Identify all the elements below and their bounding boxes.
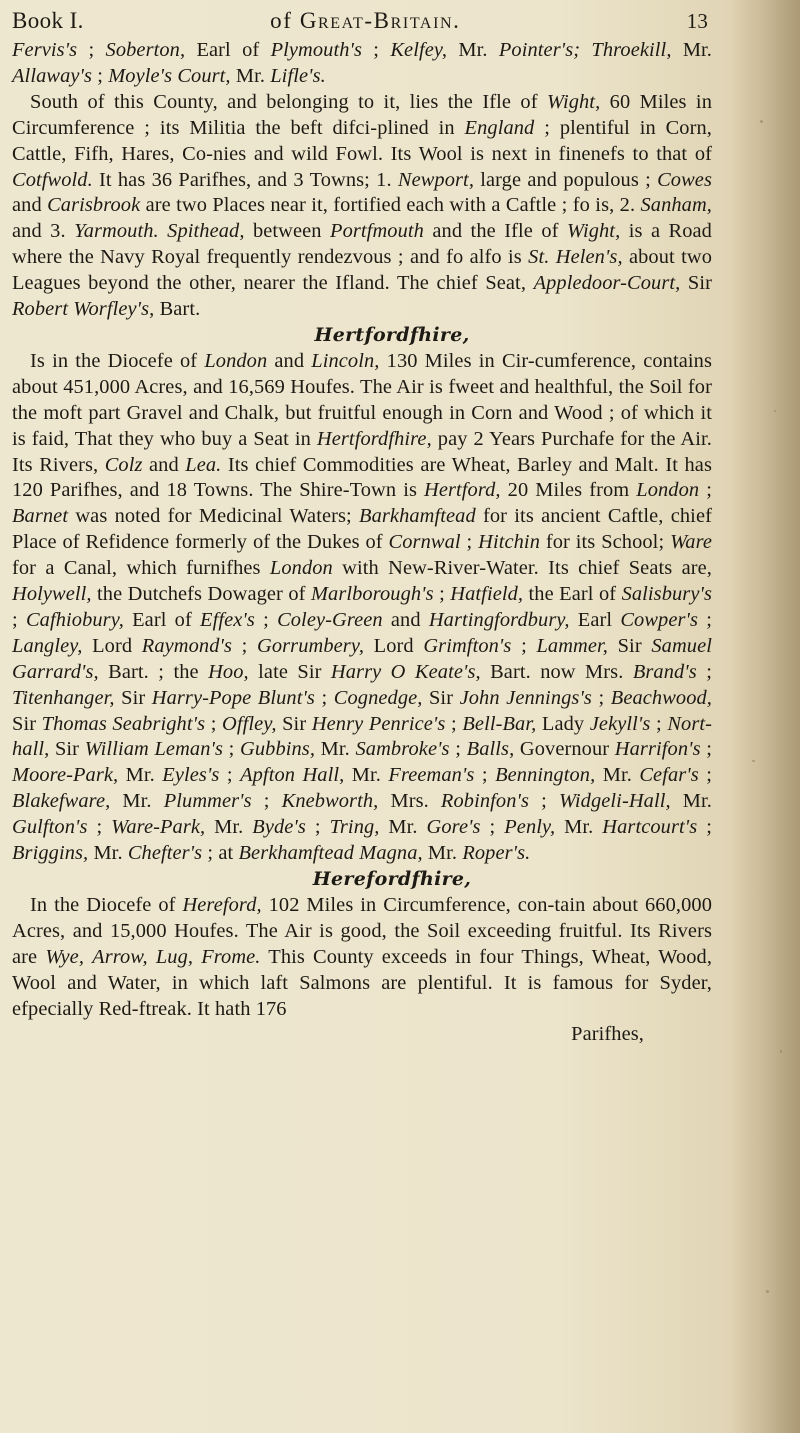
text-run: In the Diocefe of — [30, 893, 183, 916]
title-text: Great-Britain. — [299, 8, 461, 33]
italic-run: Coley-Green — [277, 608, 383, 631]
text-run: ; — [77, 39, 106, 61]
italic-run: Titenhanger, — [12, 686, 115, 709]
italic-run: Henry Penrice's — [311, 712, 446, 735]
text-run: and — [142, 453, 186, 476]
italic-run: St. Helen's, — [528, 246, 623, 269]
text-run: with New-River-Water. Its chief Seats are, — [332, 557, 712, 580]
italic-run: Colz — [104, 453, 143, 476]
text-run: Sir — [12, 712, 42, 735]
italic-run: Langley, — [12, 634, 83, 657]
text-run: between — [244, 220, 331, 243]
text-run: ; — [650, 712, 668, 735]
text-run — [84, 946, 92, 968]
italic-run: Lea. — [185, 453, 222, 476]
italic-run: Raymond's — [141, 634, 232, 657]
text-run: Mrs. — [378, 790, 441, 813]
italic-run: Roper's. — [462, 842, 531, 865]
italic-run: Widgeli-Hall, — [558, 790, 671, 813]
text-run: Mr. — [555, 816, 603, 839]
page-gutter-shadow — [730, 0, 800, 1433]
text-run: ; — [511, 634, 537, 657]
text-run: the Dutchefs Dowager of — [91, 583, 311, 606]
italic-run: Moyle's Court, — [108, 64, 231, 87]
text-run: This County exceeds in four Things, Wheat, Wood, Wool and Water, in which laft Salmons are plentiful. It is famous for Syder, efpecially Red-ftreak. It hath 176 — [12, 945, 713, 1020]
text-run: late Sir — [248, 660, 331, 683]
italic-run: Cefar's — [639, 764, 699, 787]
text-run: Mr. — [671, 39, 713, 61]
italic-run: Hereford, — [182, 893, 262, 916]
italic-run: Arrow, — [92, 945, 148, 968]
italic-run: Robinfon's — [440, 790, 529, 813]
text-run: Mr. — [670, 790, 712, 813]
italic-run: Spithead, — [167, 220, 245, 243]
italic-run: Pointer's; — [498, 39, 581, 61]
text-run: are two Places near it, fortified each with a Caftle ; fo is, 2. — [140, 194, 641, 217]
italic-run: Cowes — [657, 168, 712, 191]
italic-run: Barkhamftead — [359, 505, 476, 528]
italic-run: Throekill, — [591, 39, 672, 61]
text-run: about two Leagues beyond the other, nearer the Ifland. The chief Seat, — [12, 246, 712, 295]
text-run: ; — [232, 634, 258, 657]
text-run: Earl — [569, 608, 621, 631]
italic-run: Hertford, — [424, 479, 501, 502]
text-run: 20 Miles from — [500, 479, 637, 502]
italic-run: London — [636, 479, 700, 502]
paragraph-herefordshire — [12, 893, 712, 1023]
italic-run: Plummer's — [163, 790, 252, 813]
text-run: Earl of — [185, 39, 271, 61]
text-run: Is in the Diocefe of — [30, 349, 205, 372]
title-prefix: of — [270, 8, 293, 33]
text-run: ; — [433, 583, 451, 606]
italic-run: Bennington, — [495, 764, 596, 787]
text-run: Governour — [514, 738, 615, 761]
text-run: ; — [205, 712, 223, 735]
text-run: ; — [12, 608, 26, 631]
text-run: Lady — [536, 712, 590, 735]
text-run: ; — [698, 608, 712, 631]
paragraph-hertfordshire — [12, 349, 712, 867]
text-run: Sir — [422, 686, 460, 709]
text-run: ; plentiful in Corn, Cattle, Fifh, Hares, Co-nies and wild Fowl. Its Wool is next in finenefs to that of — [12, 116, 712, 165]
italic-run: Newport, — [397, 168, 475, 191]
italic-run: Berkhamftead Magna, — [238, 842, 423, 865]
text-run: Mr. — [118, 764, 163, 787]
text-run: South of this County, and belonging to it, lies the Ifle of — [30, 90, 547, 113]
text-run: and the Ifle of — [423, 220, 567, 243]
italic-run: Byde's — [252, 816, 306, 839]
paragraph-hampshire-seats — [12, 38, 712, 90]
text-run: ; — [314, 686, 334, 709]
italic-run: Hatfield, — [450, 583, 524, 606]
italic-run: Harrifon's — [614, 738, 701, 761]
text-run: ; — [700, 738, 713, 761]
italic-run: John Jennings's — [459, 686, 592, 709]
text-run: Sir — [276, 712, 312, 735]
italic-run: Apfton Hall, — [240, 764, 345, 787]
italic-run: Cognedge, — [333, 686, 423, 709]
heading-hertfordshire: Hertfordfhire, — [314, 323, 470, 346]
italic-run: Harry O Keate's, — [330, 660, 481, 683]
italic-run: Cornwal — [388, 531, 461, 554]
italic-run: Grimfton's — [423, 634, 512, 657]
text-run — [148, 946, 156, 968]
italic-run: Appledoor-Court, — [533, 272, 681, 295]
text-run: Lord — [82, 634, 142, 657]
italic-run: Bell-Bar, — [462, 712, 537, 735]
text-run: and — [12, 194, 48, 217]
italic-run: Jekyll's — [589, 712, 651, 735]
italic-run: William Leman's — [84, 738, 223, 761]
text-run: is a Road where the Navy Royal frequently rendezvous ; and fo alfo is — [12, 220, 712, 269]
italic-run: Tring, — [329, 816, 380, 839]
italic-run: Hartcourt's — [602, 816, 698, 839]
text-run — [159, 220, 167, 242]
italic-run: Harry-Pope Blunt's — [151, 686, 315, 709]
text-run: ; — [362, 39, 391, 61]
italic-run: England — [464, 116, 535, 139]
italic-run: Sanham, — [640, 194, 712, 217]
italic-run: Hertfordfhire, — [316, 427, 432, 450]
text-run: Mr. — [344, 764, 389, 787]
text-run: Mr. — [422, 842, 463, 865]
text-run: Sir — [607, 634, 652, 657]
text-run: ; at — [202, 842, 239, 865]
italic-run: Eyles's — [162, 764, 220, 787]
text-run: ; — [591, 686, 611, 709]
running-title — [270, 8, 460, 34]
text-run: for a Canal, which furnifhes — [12, 557, 270, 580]
italic-run: Salisbury's — [621, 583, 712, 606]
text-run: Bart. ; the — [98, 660, 209, 683]
text-run: Mr. — [595, 764, 640, 787]
italic-run: Sambroke's — [355, 738, 450, 761]
text-run: pay 2 Years Purchafe for the Air. Its Rivers, — [12, 427, 712, 476]
italic-run: Chefter's — [127, 842, 203, 865]
text-run: and — [267, 349, 312, 372]
book-label: Book I. — [12, 8, 84, 33]
italic-run: Lug, — [155, 945, 194, 968]
text-run: and 3. — [12, 220, 75, 243]
italic-run: Gulfton's — [12, 816, 88, 839]
italic-run: Robert Worfley's, — [12, 298, 155, 321]
italic-run: Lifle's. — [270, 64, 326, 87]
italic-run: Hoo, — [208, 660, 249, 683]
text-run: Mr. — [230, 64, 271, 87]
text-run: Sir — [114, 686, 152, 709]
text-run: Earl of — [123, 608, 201, 631]
text-run: 102 Miles in Circumference, con-tain about 660,000 Acres, and 15,000 Houfes. The Air is good, the Soil exceeding fruitful. Its Rivers are — [12, 893, 712, 968]
italic-run: Ware — [670, 531, 712, 554]
italic-run: London — [269, 557, 333, 580]
italic-run: Wight, — [566, 220, 621, 243]
italic-run: Effex's — [200, 608, 255, 631]
heading-herefordshire: Herefordfhire, — [312, 868, 472, 890]
text-run: ; — [474, 764, 496, 787]
italic-run: Ware-Park, — [111, 816, 206, 839]
text-run: It has 36 Parifhes, and 3 Towns; 1. — [92, 168, 398, 191]
text-run: Mr. — [315, 738, 356, 761]
italic-run: Blakefware, — [12, 790, 111, 813]
italic-run: Soberton, — [105, 39, 186, 61]
italic-run: Moore-Park, — [12, 764, 119, 787]
text-run — [193, 946, 201, 968]
text-run: Sir — [49, 738, 85, 761]
paragraph-isle-of-wight — [12, 90, 712, 323]
text-run: for its School; — [540, 531, 671, 554]
text-run: ; — [449, 738, 467, 761]
text-run: ; — [222, 738, 241, 761]
text-run: ; — [219, 764, 241, 787]
italic-run: Lincoln, — [311, 349, 380, 372]
italic-run: Cotfwold. — [12, 168, 93, 191]
text-run: ; — [305, 816, 330, 839]
text-run: ; — [254, 608, 278, 631]
text-run: Mr. — [205, 816, 253, 839]
italic-run: Frome. — [201, 945, 261, 968]
italic-run: Hartingfordbury, — [428, 608, 570, 631]
italic-run: London — [204, 349, 268, 372]
text-run: ; — [445, 712, 463, 735]
text-run: was noted for Medicinal Waters; — [68, 505, 360, 528]
text-run: ; — [697, 816, 712, 839]
text-run: Mr. — [88, 842, 128, 865]
text-run: the Earl of — [523, 583, 622, 606]
text-run: large and populous ; — [474, 168, 658, 191]
page-number: 13 — [686, 9, 708, 33]
italic-run: Beachwood, — [610, 686, 712, 709]
italic-run: Gore's — [426, 816, 481, 839]
italic-run: Gubbins, — [240, 738, 316, 761]
text-run: for its ancient Caftle, chief Place of Refidence formerly of the Dukes of — [12, 505, 712, 554]
text-run: Bart. now Mrs. — [480, 660, 633, 683]
italic-run: Gorrumbery, — [257, 634, 365, 657]
text-run: ; — [460, 531, 479, 554]
italic-run: Cafhiobury, — [25, 608, 124, 631]
text-run: Bart. — [154, 298, 201, 321]
catchword: Parifhes, — [571, 1023, 644, 1046]
text-run — [580, 39, 591, 61]
text-run: ; — [699, 479, 712, 502]
italic-run: Wight, — [546, 90, 601, 113]
italic-run: Plymouth's — [270, 39, 363, 61]
italic-run: Wye, — [45, 945, 85, 968]
italic-run: Hitchin — [478, 531, 540, 554]
text-run: Mr. — [447, 39, 499, 61]
italic-run: Fervis's — [12, 39, 78, 61]
text-run: 60 Miles in Circumference ; its Militia the beft difci-plined in — [12, 90, 712, 139]
italic-run: Allaway's — [12, 64, 93, 87]
text-run: ; — [92, 64, 109, 87]
text-run: ; — [87, 816, 112, 839]
text-run: ; — [696, 660, 712, 683]
text-run: Sir — [680, 272, 712, 295]
italic-run: Carisbrook — [47, 194, 141, 217]
text-run: ; — [698, 764, 712, 787]
text-run: ; — [528, 790, 559, 813]
italic-run: Balls, — [466, 738, 515, 761]
text-run: ; — [251, 790, 282, 813]
italic-run: Offley, — [222, 712, 277, 735]
italic-run: Brand's — [632, 660, 697, 683]
italic-run: Freeman's — [388, 764, 475, 787]
italic-run: Barnet — [12, 505, 69, 528]
italic-run: Lammer, — [536, 634, 608, 657]
italic-run: Holywell, — [12, 583, 92, 606]
text-run: and — [382, 608, 429, 631]
page-text — [12, 8, 712, 1048]
italic-run: Knebworth, — [281, 790, 379, 813]
text-run: Mr. — [110, 790, 164, 813]
italic-run: Cowper's — [620, 608, 699, 631]
text-run: Its chief Commodities are Wheat, Barley and Malt. It has 120 Parifhes, and 18 Towns. The Shire-Town is — [12, 453, 712, 502]
italic-run: Kelfey, — [390, 39, 448, 61]
italic-run: Portfmouth — [330, 220, 424, 243]
running-header — [12, 8, 712, 38]
italic-run: Penly, — [504, 816, 556, 839]
italic-run: Yarmouth. — [74, 220, 159, 243]
italic-run: Thomas Seabright's — [41, 712, 206, 735]
text-run: ; — [480, 816, 505, 839]
text-run: 130 Miles in Cir-cumference, contains about 451,000 Acres, and 16,569 Houfes. The Air is fweet and healthful, the Soil for the moft part Gravel and Chalk, but fruitful enough in Corn and Wood ; of which it is faid, That they who buy a Seat in — [12, 349, 712, 450]
text-run: Mr. — [379, 816, 427, 839]
italic-run: Nort-hall, — [12, 712, 713, 761]
italic-run: Briggins, — [12, 842, 89, 865]
italic-run: Samuel Garrard's, — [12, 634, 712, 683]
italic-run: Marlborough's — [310, 583, 434, 606]
text-run: Lord — [364, 634, 424, 657]
